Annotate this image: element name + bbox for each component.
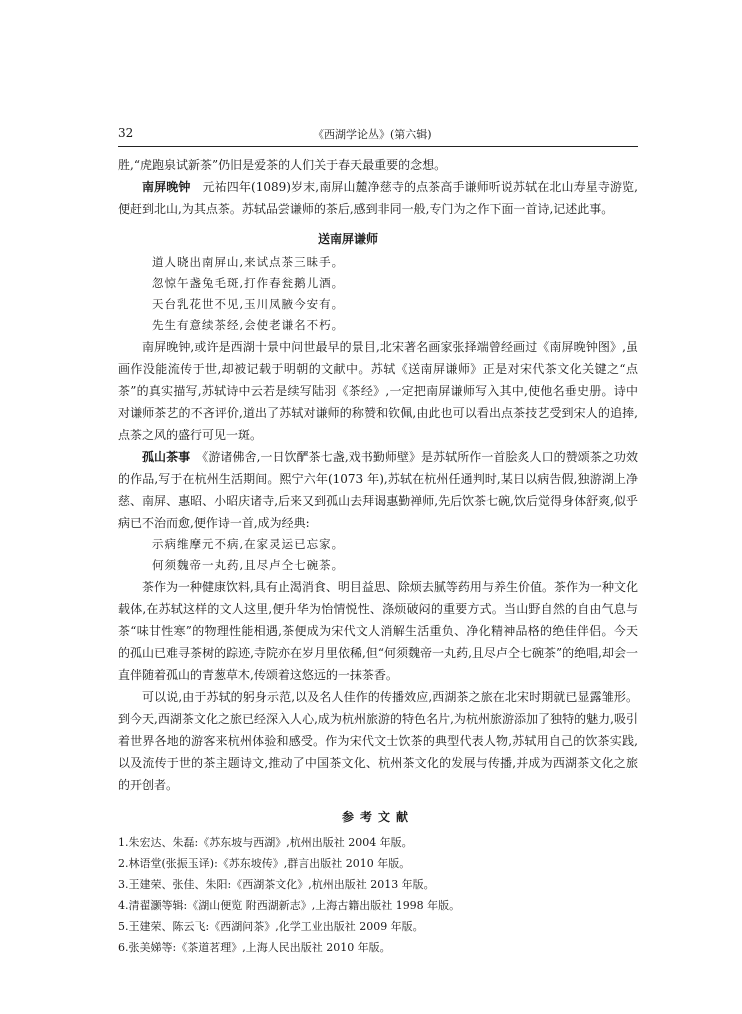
paragraph-5: 茶作为一种健康饮料,具有止渴消食、明目益思、除烦去腻等药用与养生价值。茶作为一种文化载体,在苏轼这样的文人这里,便升华为怡情悦性、涤烦破闷的重要方式。当山野自然的自由气息与茶“味甘性寒”的物理性能相遇,茶便成为宋代文人消解生活重负、净化精神品格的绝佳伴侣。今天的孤山已难寻茶树的踪迹,寺院亦在岁月里依稀,但“何须魏帝一丸药,且尽卢仝七碗茶”的绝唱,却会一直伴随着孤山的青葱草木,传颂着这悠远的一抹茶香。 [118,580,638,682]
poem-1-line: 道人晓出南屏山,来试点茶三昧手。 [152,255,345,269]
reference-item: 5.王建荣、陈云飞:《西湖问茶》,化学工业出版社 2009 年版。 [118,920,424,933]
page-header [118,126,638,144]
poem-title: 送南屏谦师 [317,232,378,246]
poem-1-line: 忽惊午盏兔毛斑,打作春瓮鹅儿酒。 [152,276,345,290]
header-rule [118,146,638,147]
reference-item: 3.王建荣、张佳、朱阳:《西湖茶文化》,杭州出版社 2013 年版。 [118,878,435,891]
section-title-nanping: 南屏晚钟 [142,180,191,194]
section-title-gushan: 孤山茶事 [142,450,191,464]
journal-title: 《西湖学论丛》(第六辑) [313,128,432,141]
poem-1-line: 先生有意续茶经,会使老谦名不朽。 [152,318,345,332]
page-number: 32 [118,126,134,140]
poem-2-line: 何须魏帝一丸药,且尽卢仝七碗茶。 [152,558,345,572]
references-list [118,832,638,958]
article-body [118,154,638,958]
reference-item: 4.清翟灏等辑:《湖山便览 附西湖新志》,上海古籍出版社 1998 年版。 [118,899,461,912]
reference-item: 6.张美娣等:《茶道茗理》,上海人民出版社 2010 年版。 [118,941,391,954]
reference-item: 1.朱宏达、朱磊:《苏东坡与西湖》,杭州出版社 2004 年版。 [118,836,413,849]
paragraph-nanping-text: 元祐四年(1089)岁末,南屏山麓净慈寺的点茶高手谦师听说苏轼在北山寿星寺游览,便赶到北山,为其点茶。苏轼品尝谦师的茶后,感到非同一般,专门为之作下面一首诗,记述此事。 [118,180,638,216]
paragraph-6: 可以说,由于苏轼的躬身示范,以及名人佳作的传播效应,西湖茶之旅在北宋时期就已显露雏形。到今天,西湖茶文化之旅已经深入人心,成为杭州旅游的特色名片,为杭州旅游添加了独特的魅力,吸引着世界各地的游客来杭州体验和感受。作为宋代文士饮茶的典型代表人物,苏轼用自己的饮茶实践,以及流传于世的茶主题诗文,推动了中国茶文化、杭州茶文化的发展与传播,并成为西湖茶文化之旅的开创者。 [118,690,638,792]
paragraph-3: 南屏晚钟,或许是西湖十景中问世最早的景目,北宋著名画家张择端曾经画过《南屏晚钟图》,虽画作没能流传于世,却被记载于明朝的文献中。苏轼《送南屏谦师》正是对宋代茶文化关键之“点茶”的真实描写,苏轼诗中云若是续写陆羽《茶经》,一定把南屏谦师写入其中,使他名垂史册。诗中对谦师茶艺的不吝评价,道出了苏轼对谦师的称赞和钦佩,由此也可以看出点茶技艺受到宋人的追捧,点茶之风的盛行可见一斑。 [118,340,638,442]
paragraph-nanping [118,176,638,220]
paragraph-gushan-text: 《游诸佛舍,一日饮酽茶七盏,戏书勤师壁》是苏轼所作一首脍炙人口的赞颂茶之功效的作品,写于在杭州生活期间。熙宁六年(1073 年),苏轼在杭州任通判时,某日以病告假,独游湖上净慈、南屏、惠昭、小昭庆诸寺,后来又到孤山去拜谒惠勤禅师,先后饮茶七碗,饮后觉得身体舒爽,似乎病已不治而愈,便作诗一首,成为经典: [118,450,638,530]
poem-1-line: 天台乳花世不见,玉川凤腋今安有。 [152,297,345,311]
reference-item: 2.林语堂(张振玉译):《苏东坡传》,群言出版社 2010 年版。 [118,857,411,870]
poem-2-line: 示病维摩元不病,在家灵运已忘家。 [152,537,345,551]
paragraph-1: 胜,“虎跑泉试新茶”仍旧是爱茶的人们关于春天最重要的念想。 [118,158,447,172]
paragraph-gushan [118,446,638,534]
references-title: 参考文献 [341,810,414,824]
